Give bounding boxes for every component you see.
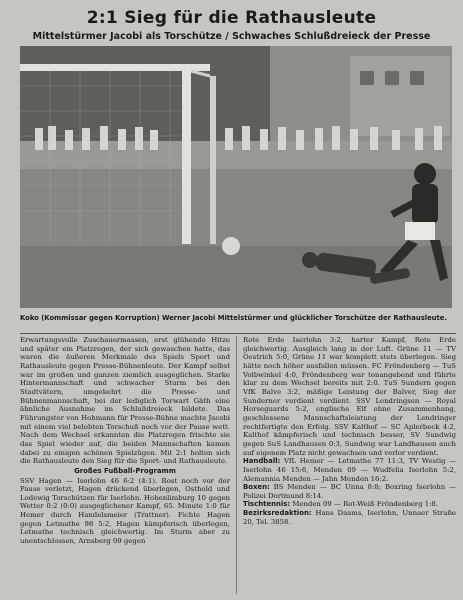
- photo-caption: Koko (Kommissar gegen Korruption) Werner Jacobi Mittelstürmer und glücklicher Torschütze der Rathausleute.: [20, 314, 447, 322]
- label-handball: Handball:: [243, 457, 281, 466]
- divider: [20, 333, 456, 334]
- label-editorial: Bezirksredaktion:: [243, 509, 312, 518]
- paragraph-table-tennis: [243, 500, 456, 509]
- section-heading: Großes Fußball-Programm: [74, 466, 176, 475]
- match-photo: [20, 46, 452, 308]
- paragraph-intro: Erwartungsvolle Zuschauermassen, erst glühende Hitze und später ein Platzregen, der sich gewaschen hatte, das waren die äußeren Merkmale des Spiels Sport und Rathausleute gegen Presse-Bühnenleute. Der Kampf selbst war im großen und ganzen ziemlich ausgeglichen. Starke Hintermannschaft und schwacher Sturm bei den Stadtvätern, umgekehrt die Presse- und Bühnenmannschaft, bei der lediglich Torwart Gäth eine ähnliche Ausnahme im Schlußdreieck bildete. Das Führungstor von Hohmann für Presse-Bühne machte Jacobi mit einem viel belobten Torschuß noch vor der Pause wett. Nach dem Wechsel erkannten die Platzregen frischte sie das Spiel wieder auf, die beiden Mannschaften kamen dabei zu einigen schönen Spielzügen. Mit 2:1 holten sich die Rathausleute den Sieg für die Sport- und Rathausleute.: [20, 336, 230, 466]
- paragraph-handball: [243, 457, 456, 483]
- article-column-left: [20, 336, 230, 546]
- subheadline: Mittelstürmer Jacobi als Torschütze / Schwaches Schlußdreieck der Presse: [32, 31, 431, 42]
- text-handball: VfL Hemer — Letmathe 77 11:3, TV Westig — Iserlohn 46 15:6, Menden 09 — Wudfelia Iserlohn 5:2, Alemannia Menden — Jahn Menden 16:2.: [243, 457, 456, 483]
- paragraph-results: SSV Hagen — Iserlohn 46 6:2 (4:1). Rost noch vor der Pause verletzt, Hagen drückend überlegen, Osthold und Lodewig Torschützen für Iserlohn. Hohenlimburg 10 gegen Wetter 0:2 (0:0) ausgeglichener Kampf, 65. Minute 1:0 für Hemer durch Handelsmeier (Trattner). Fichte Hagen gegen Letmathe 98 5:2, Hagen kämpferisch überlegen, Letmathe technisch gleichwertig. Im Sturm aber zu unentschlossen, Arnsberg 09 gegen: [20, 476, 230, 546]
- text-boxing: BS Menden — BC Unna 8:8; Boxring Iserlohn — Polizei Dortmund 8:14.: [243, 483, 456, 500]
- label-table-tennis: Tischtennis:: [243, 500, 291, 509]
- label-boxing: Boxen:: [243, 483, 270, 492]
- paragraph-editorial: [243, 509, 456, 526]
- paragraph-boxing: [243, 483, 456, 500]
- column-divider: [236, 336, 237, 594]
- article-column-right: [243, 336, 456, 526]
- text-editorial: Hans Daams, Iserlohn, Unnaer Straße 20, Tel. 3858.: [243, 509, 456, 526]
- headline: 2:1 Sieg für die Rathausleute: [86, 8, 377, 28]
- paragraph-football-results: Rote Erde Iserlohn 3:2, harter Kampf, Rote Erde gleichwertig. Ausgleich lang in der Luft. Grüne 11 — TV Oestrich 5:0, Grüne 11 war komplett stets überlegen. Sieg hätte noch höher ausfallen müssen. FC Fröndenberg — TuS Volbwinkel 4:0, Fröndenberg war tonangebend und führte klar zu dem Wechsel bereits mit 2:0. TuS Sundern gegen VfK Balve 3:2, mäßige Leistung der Balver, Sieg der Sunderner verdient verdient. SSV Lendringsen — Royal Horseguards 5:2, englische Elf ohne Zusammenhang, geschlossene Mannschaftsleistung der Lendringer rechtfertigte den Erfolg. SSV Kalthof — SC Aplerbeck 4:2, Kalthof kämpferisch und technisch besser, SV Sundwig gegen SuS Landhausen 0:3, Sundwig war Landhausen auch auf eigenem Platz nicht gewachsen und verlor verdient.: [243, 336, 456, 457]
- text-table-tennis: Menden 09 — Rot-Weiß Fröndenberg 1:8.: [290, 500, 438, 509]
- goal-scene-illustration: [20, 46, 452, 308]
